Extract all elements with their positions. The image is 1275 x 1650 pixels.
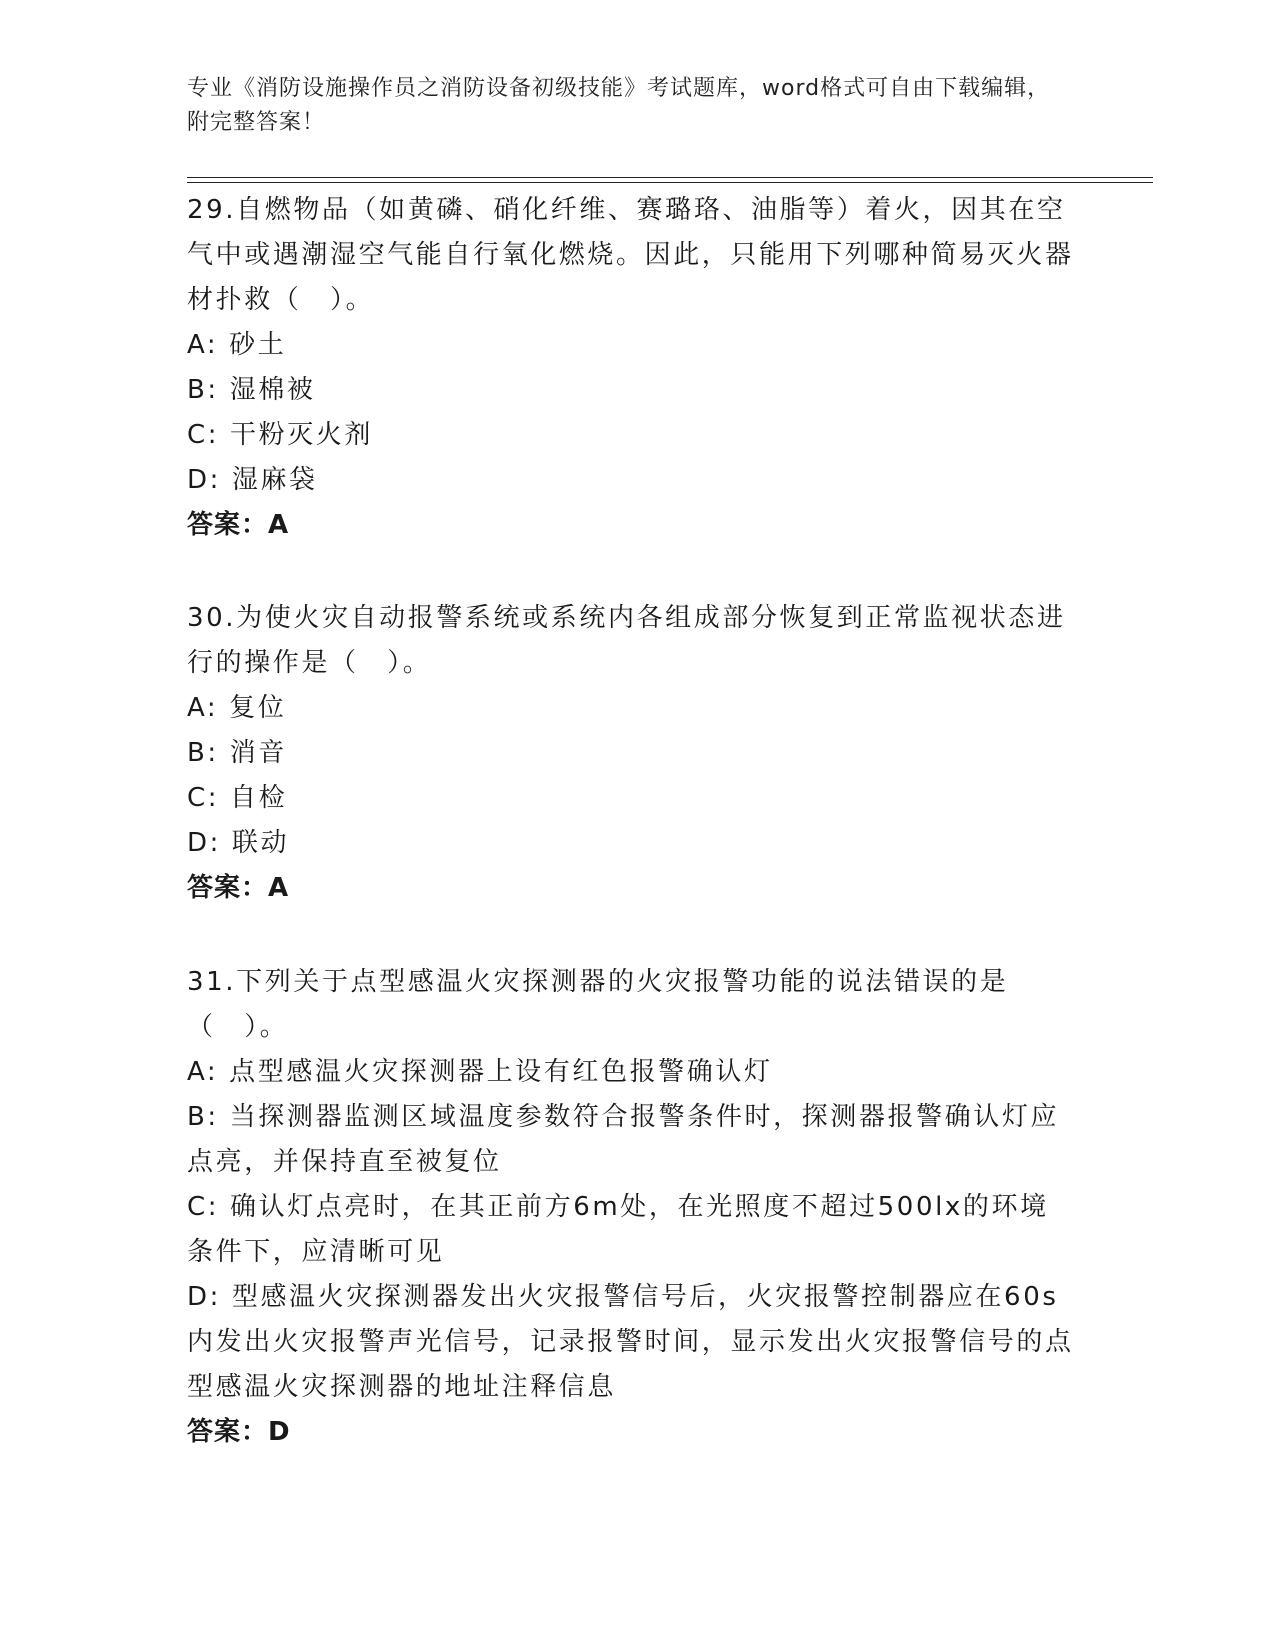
option-key: C: — [187, 783, 220, 813]
option-d — [187, 458, 1077, 503]
answer-value: A — [268, 873, 290, 903]
option-c — [187, 413, 1077, 458]
option-key: C: — [187, 1192, 220, 1222]
question-30 — [187, 596, 1077, 911]
question-stem: 30.为使火灾自动报警系统或系统内各组成部分恢复到正常监视状态进行的操作是（ ）。 — [187, 603, 1066, 678]
option-key: B: — [187, 1102, 219, 1132]
header-divider-top — [187, 177, 1153, 178]
answer-label: 答案： — [187, 873, 269, 903]
option-text: 复位 — [229, 693, 287, 723]
option-text: 砂土 — [229, 330, 287, 360]
option-text: 点型感温火灾探测器上设有红色报警确认灯 — [229, 1057, 773, 1087]
option-text: 确认灯点亮时，在其正前方6m处，在光照度不超过500lx的环境条件下，应清晰可见 — [187, 1192, 1049, 1267]
option-key: A: — [187, 1057, 219, 1087]
document-header — [187, 72, 1067, 140]
question-31 — [187, 960, 1077, 1455]
option-text: 型感温火灾探测器发出火灾报警信号后，火灾报警控制器应在60s内发出火灾报警声光信号，记录报警时间，显示发出火灾报警信号的点型感温火灾探测器的地址注释信息 — [187, 1282, 1074, 1402]
option-key: C: — [187, 420, 220, 450]
option-text: 干粉灭火剂 — [230, 420, 374, 450]
answer-label: 答案： — [187, 510, 269, 540]
answer-value: A — [268, 510, 290, 540]
option-text: 自检 — [230, 783, 288, 813]
answer-line — [187, 503, 1077, 548]
question-29 — [187, 188, 1077, 548]
option-key: B: — [187, 738, 219, 768]
answer-label: 答案： — [187, 1417, 269, 1447]
header-text: 专业《消防设施操作员之消防设备初级技能》考试题库，word格式可自由下载编辑，附完整答案！ — [187, 76, 1051, 135]
option-text: 湿麻袋 — [231, 465, 318, 495]
option-c — [187, 776, 1077, 821]
option-c — [187, 1185, 1077, 1275]
option-b — [187, 1095, 1077, 1185]
option-d — [187, 1275, 1077, 1410]
option-a — [187, 686, 1077, 731]
option-text: 湿棉被 — [229, 375, 316, 405]
option-key: A: — [187, 330, 219, 360]
option-b — [187, 368, 1077, 413]
header-divider-bottom — [187, 182, 1153, 183]
option-text: 当探测器监测区域温度参数符合报警条件时，探测器报警确认灯应点亮，并保持直至被复位 — [187, 1102, 1060, 1177]
option-text: 联动 — [231, 828, 290, 858]
option-a — [187, 323, 1077, 368]
answer-line — [187, 1410, 1077, 1455]
option-key: D: — [187, 828, 221, 858]
option-b — [187, 731, 1077, 776]
option-key: B: — [187, 375, 219, 405]
option-a — [187, 1050, 1077, 1095]
answer-line — [187, 866, 1077, 911]
question-stem: 31.下列关于点型感温火灾探测器的火灾报警功能的说法错误的是（ ）。 — [187, 967, 1009, 1042]
option-key: A: — [187, 693, 219, 723]
answer-value: D — [268, 1417, 291, 1447]
option-key: D: — [187, 465, 221, 495]
option-key: D: — [187, 1282, 221, 1312]
question-stem: 29.自燃物品（如黄磷、硝化纤维、赛璐珞、油脂等）着火，因其在空气中或遇潮湿空气能自行氧化燃烧。因此，只能用下列哪种简易灭火器材扑救（ ）。 — [187, 195, 1074, 315]
option-d — [187, 821, 1077, 866]
option-text: 消音 — [229, 738, 287, 768]
